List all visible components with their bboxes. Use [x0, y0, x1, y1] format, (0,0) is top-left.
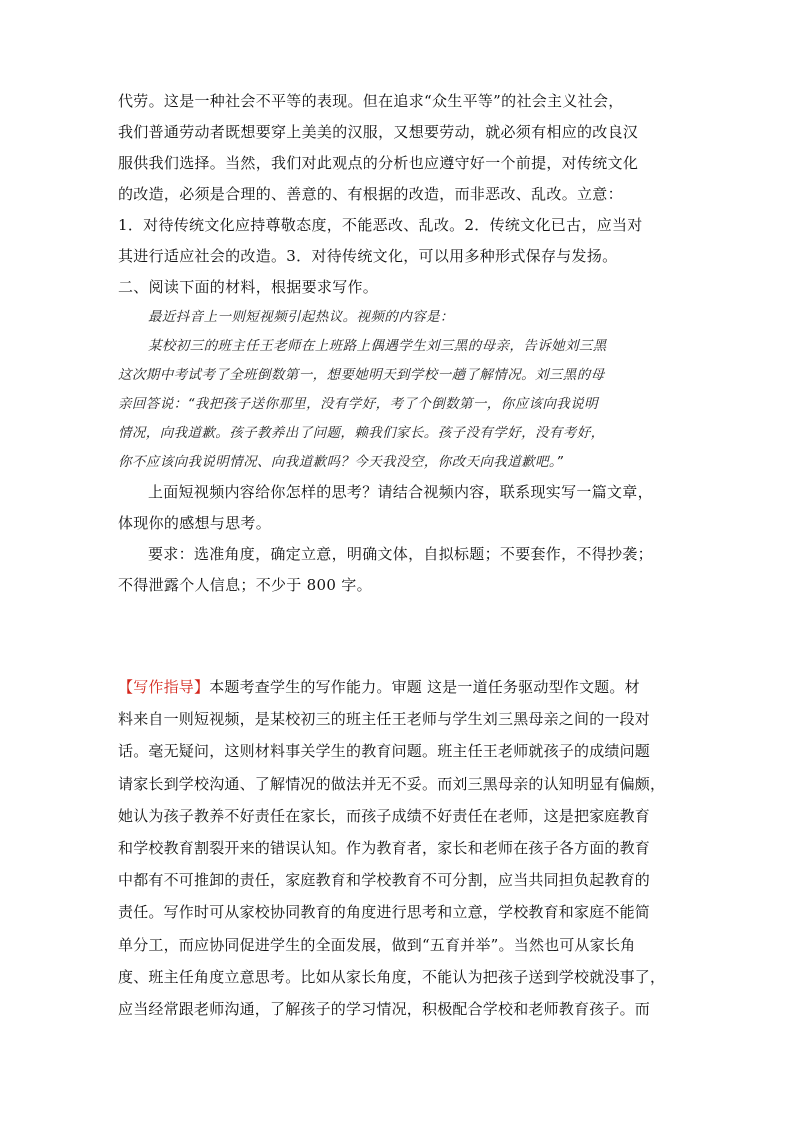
section-spacer [118, 601, 678, 671]
paragraph-line: 其进行适应社会的改造。3．对待传统文化，可以用多种形式保存与发扬。 [118, 247, 618, 265]
paragraph-line: 的改造，必须是合理的、善意的、有根据的改造，而非恶改、乱改。立意： [118, 185, 623, 203]
prompt-line: 体现你的感想与思考。 [118, 514, 272, 532]
guide-line: 和学校教育割裂开来的错误认知。作为教育者，家长和老师在孩子各方面的教育 [118, 839, 651, 858]
question-heading: 二、阅读下面的材料，根据要求写作。 [118, 278, 379, 296]
requirement-line: 不得泄露个人信息；不少于 800 字。 [118, 576, 372, 594]
guide-line: 责任。写作时可从家校协同教育的角度进行思考和立意，学校教育和家庭不能简 [118, 903, 651, 922]
question-prompt [118, 477, 678, 539]
guide-line: 她认为孩子教养不好责任在家长，而孩子成绩不好责任在老师，这是把家庭教育 [118, 806, 651, 825]
guide-line: 应当经常跟老师沟通，了解孩子的学习情况，积极配合学校和老师教育孩子。而 [118, 1000, 651, 1019]
material-line: 最近抖音上一则短视频引起热议。视频的内容是： [148, 309, 454, 325]
paragraph-line: 服供我们选择。当然，我们对此观点的分析也应遵守好一个前提，对传统文化 [118, 154, 639, 172]
question-requirement [118, 539, 678, 601]
guide-line: 话。毫无疑问，这则材料事关学生的教育问题。班主任王老师就孩子的成绩问题 [118, 742, 651, 761]
guide-line [118, 671, 678, 703]
guide-line: 度、班主任角度立意思考。比如从家长角度，不能认为把孩子送到学校就没事了， [118, 967, 666, 986]
material-line: 这次期中考试考了全班倒数第一，想要她明天到学校一趟了解情况。刘三黑的母 [118, 367, 605, 383]
paragraph-line: 1．对待传统文化应持尊敬态度，不能恶改、乱改。2．传统文化已古，应当对 [118, 216, 643, 234]
passage-continuation [118, 86, 678, 272]
guide-line: 单分工，而应协同促进学生的全面发展，做到“五育并举”。当然也可从家长角 [118, 935, 636, 954]
guide-line: 请家长到学校沟通、了解情况的做法并无不妥。而刘三黑母亲的认知明显有偏颇， [118, 774, 666, 793]
question-material [118, 303, 678, 477]
material-line: 情况，向我道歉。孩子教养出了问题，赖我们家长。孩子没有学好，没有考好， [118, 425, 605, 441]
material-line: 亲回答说：“我把孩子送你那里，没有学好，考了个倒数第一，你应该向我说明 [118, 396, 598, 412]
paragraph-line: 代劳。这是一种社会不平等的表现。但在追求“众生平等”的社会主义社会， [118, 92, 624, 110]
material-line: 你不应该向我说明情况、向我道歉吗？今天我没空，你改天向我道歉吧。” [118, 454, 564, 470]
guide-line: 中都有不可推卸的责任，家庭教育和学校教育不可分割，应当共同担负起教育的 [118, 871, 651, 890]
paragraph-line: 我们普通劳动者既想要穿上美美的汉服，又想要劳动，就必须有相应的改良汉 [118, 123, 639, 141]
writing-guide-tag: 【写作指导】 [118, 678, 210, 696]
requirement-line: 要求：选准角度，确定立意，明确文体，自拟标题；不要套作，不得抄袭； [148, 545, 653, 563]
guide-first-text: 本题考查学生的写作能力。审题 这是一道任务驱动型作文题。材 [209, 678, 640, 696]
guide-line: 料来自一则短视频，是某校初三的班主任王老师与学生刘三黑母亲之间的一段对 [118, 710, 651, 729]
prompt-line: 上面短视频内容给你怎样的思考？请结合视频内容，联系现实写一篇文章， [148, 483, 653, 501]
document-page [118, 86, 678, 1025]
writing-guide [118, 671, 678, 1025]
material-line: 某校初三的班主任王老师在上班路上偶遇学生刘三黑的母亲，告诉她刘三黑 [148, 338, 607, 354]
